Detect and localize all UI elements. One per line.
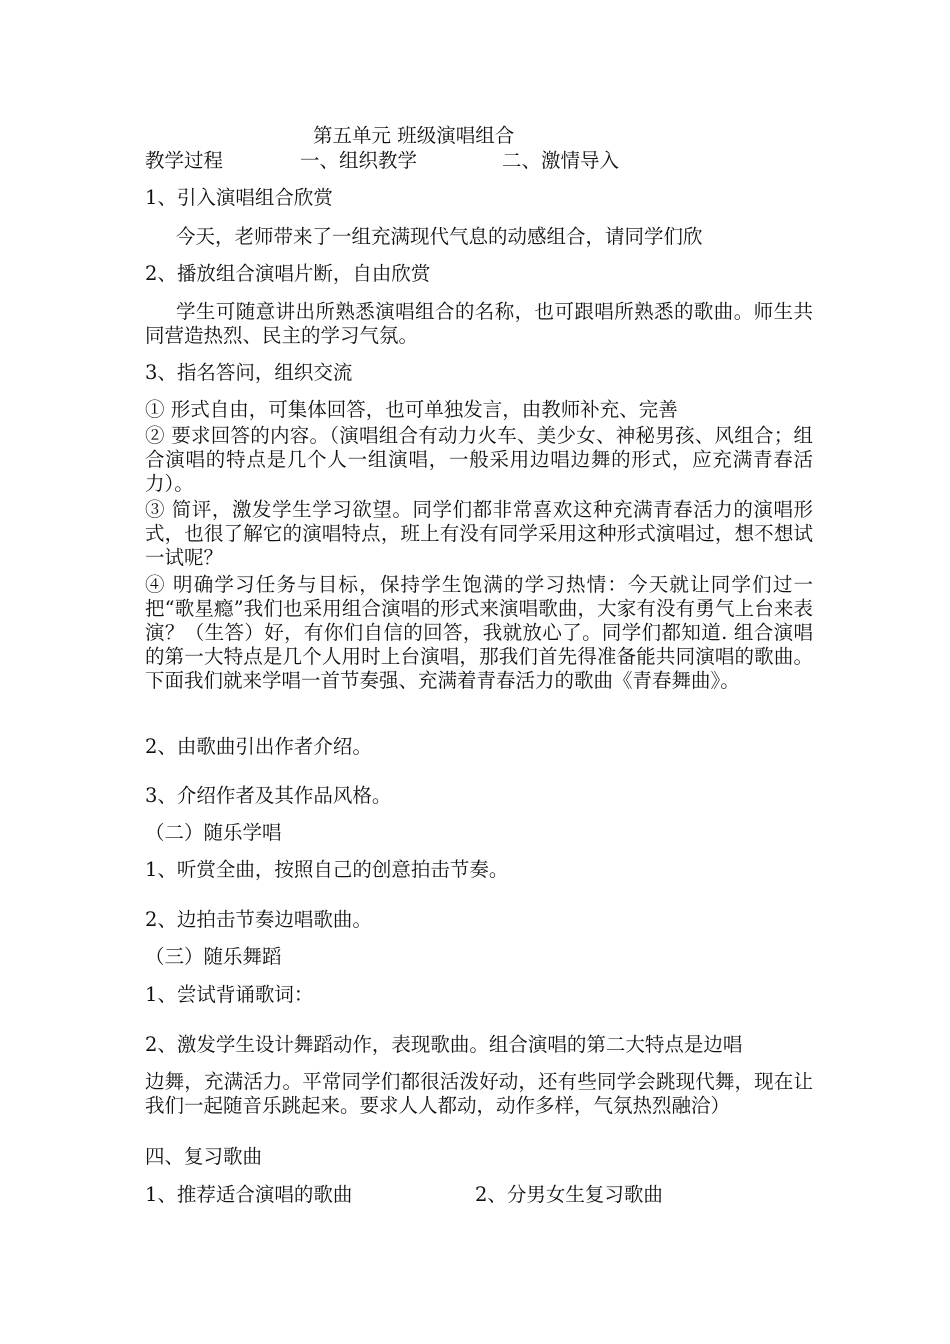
paragraph-2: 学生可随意讲出所熟悉演唱组合的名称，也可跟唱所熟悉的歌曲。师生共同营造热烈、民主的学习气氛。 <box>145 300 813 347</box>
numbered-item-4: ④ 明确学习任务与目标，保持学生饱满的学习热情：今天就让同学们过一把“歌星瘾”我们也采用组合演唱的形式来演唱歌曲，大家有没有勇气上台来表演？（生答）好，有你们自信的回答，我就放心了。同学们都知道. 组合演唱的第一大特点是几个人用时上台演唱，那我们首先得准备能共同演唱的歌曲。下面我们就来学唱一首节奏强、充满着青春活力的歌曲《青春舞曲》。 <box>145 573 813 692</box>
section-2-item-2: 2、边拍击节奏边唱歌曲。 <box>145 908 372 931</box>
numbered-item-2: ② 要求回答的内容。（演唱组合有动力火车、美少女、神秘男孩、风组合；组合演唱的特点是几个人一组演唱，一般采用边唱边舞的形式，应充满青春活力）。 <box>145 424 813 495</box>
step-author-intro: 2、由歌曲引出作者介绍。 <box>145 735 372 758</box>
page-title: 第五单元 班级演唱组合 <box>313 124 515 147</box>
paragraph-1: 今天，老师带来了一组充满现代气息的动感组合，请同学们欣 <box>176 225 703 248</box>
step-author-style: 3、介绍作者及其作品风格。 <box>145 784 392 807</box>
section-4-heading: 四、复习歌曲 <box>145 1145 263 1168</box>
process-step-intro: 二、激情导入 <box>502 149 620 172</box>
numbered-item-1: ① 形式自由，可集体回答，也可单独发言，由教师补充、完善 <box>145 398 678 421</box>
process-step-organize: 一、组织教学 <box>300 149 418 172</box>
heading-3: 3、指名答问，组织交流 <box>145 361 353 384</box>
section-2-heading: （二）随乐学唱 <box>145 821 282 844</box>
review-item-2: 2、分男女生复习歌曲 <box>475 1183 663 1206</box>
section-3-heading: （三）随乐舞蹈 <box>145 945 282 968</box>
heading-1: 1、引入演唱组合欣赏 <box>145 186 333 209</box>
numbered-item-3: ③ 简评，激发学生学习欲望。同学们都非常喜欢这种充满青春活力的演唱形式，也很了解它的演唱特点，班上有没有同学采用这种形式演唱过，想不想试一试呢？ <box>145 498 813 569</box>
section-3-item-1: 1、尝试背诵歌词： <box>145 983 314 1006</box>
section-3-item-2: 2、激发学生设计舞蹈动作，表现歌曲。组合演唱的第二大特点是边唱 <box>145 1033 743 1056</box>
review-item-1: 1、推荐适合演唱的歌曲 <box>145 1183 353 1206</box>
section-3-item-2-continued: 边舞，充满活力。平常同学们都很活泼好动，还有些同学会跳现代舞，现在让我们一起随音乐跳起来。要求人人都动，动作多样，气氛热烈融洽） <box>145 1070 813 1117</box>
section-2-item-1: 1、听赏全曲，按照自己的创意拍击节奏。 <box>145 858 509 881</box>
heading-2: 2、播放组合演唱片断，自由欣赏 <box>145 262 431 285</box>
process-label: 教学过程 <box>145 149 224 172</box>
